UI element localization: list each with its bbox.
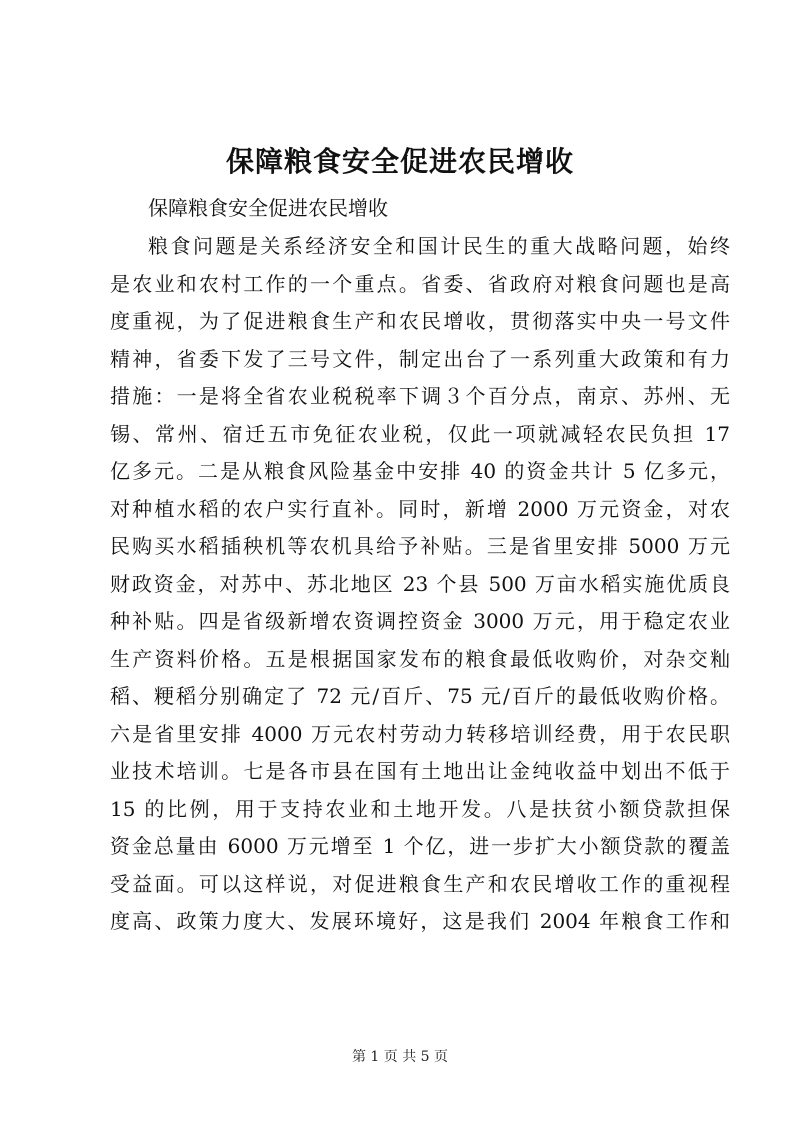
document-title: 保障粮食安全促进农民增收 [225,145,574,178]
body-line: 对种植水稻的农户实行直补。同时，新增 2000 万元资金，对农 [110,496,730,521]
body-line: 受益面。可以这样说，对促进粮食生产和农民增收工作的重视程 [110,871,730,896]
body-line: 粮食问题是关系经济安全和国计民生的重大战略问题，始终 [148,234,730,258]
body-line: 稻、粳稻分别确定了 72 元/百斤、75 元/百斤的最低收购价格。 [110,684,730,708]
body-line: 业技术培训。七是各市县在国有土地出让金纯收益中划出不低于 [110,759,730,783]
body-line: 生产资料价格。五是根据国家发布的粮食最低收购价，对杂交籼 [110,646,730,671]
body-line: 锡、常州、宿迁五市免征农业税，仅此一项就减轻农民负担 17 [110,421,730,446]
body-line: 亿多元。二是从粮食风险基金中安排 40 的资金共计 5 亿多元， [110,459,730,483]
body-line: 资金总量由 6000 万元增至 1 个亿，进一步扩大小额贷款的覆盖 [110,834,730,858]
body-line: 度重视，为了促进粮食生产和农民增收，贯彻落实中央一号文件 [110,309,730,333]
body-line: 种补贴。四是省级新增农资调控资金 3000 万元，用于稳定农业 [110,609,730,633]
body-line: 财政资金，对苏中、苏北地区 23 个县 500 万亩水稻实施优质良 [110,571,730,596]
body-line: 15 的比例，用于支持农业和土地开发。八是扶贫小额贷款担保 [110,796,730,821]
document-body [110,228,730,941]
document-subtitle: 保障粮食安全促进农民增收 [148,196,388,220]
body-line: 民购买水稻插秧机等农机具给予补贴。三是省里安排 5000 万元 [110,534,730,558]
body-line: 六是省里安排 4000 万元农村劳动力转移培训经费，用于农民职 [110,721,730,746]
body-line: 是农业和农村工作的一个重点。省委、省政府对粮食问题也是高 [110,271,730,296]
body-line: 措施：一是将全省农业税税率下调３个百分点，南京、苏州、无 [110,384,730,408]
body-line: 精神，省委下发了三号文件，制定出台了一系列重大政策和有力 [110,346,730,371]
page-footer: 第 1 页 共 5 页 [351,1049,449,1065]
body-line: 度高、政策力度大、发展环境好，这是我们 2004 年粮食工作和 [110,909,730,933]
